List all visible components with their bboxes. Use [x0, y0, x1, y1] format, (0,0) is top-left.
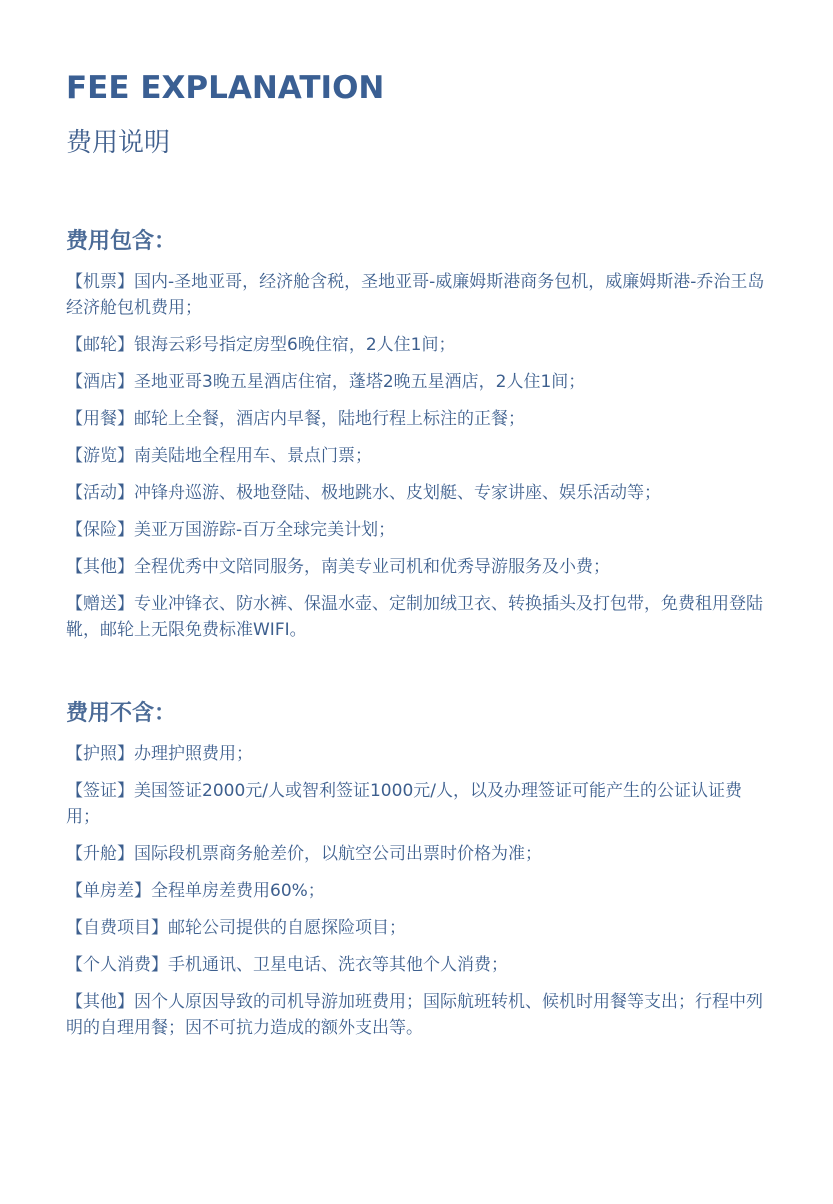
fees-included-heading: 费用包含： — [66, 229, 177, 254]
fee-item-tag: 【酒店】 — [66, 372, 134, 392]
fee-item — [66, 269, 766, 321]
fee-item — [66, 443, 766, 469]
fee-item-text: 银海云彩号指定房型6晚住宿，2人住1间； — [134, 335, 456, 355]
fee-item-tag: 【保险】 — [66, 520, 134, 540]
fee-item — [66, 741, 766, 767]
fee-item-tag: 【自费项目】 — [66, 918, 168, 938]
fee-item — [66, 517, 766, 543]
fee-item-text: 办理护照费用； — [134, 744, 253, 764]
fee-item-tag: 【邮轮】 — [66, 335, 134, 355]
fee-item-tag: 【机票】 — [66, 272, 134, 292]
fees-included-list — [66, 269, 766, 643]
fee-item-tag: 【个人消费】 — [66, 955, 168, 975]
fees-excluded-heading: 费用不含： — [66, 701, 177, 726]
fee-item — [66, 915, 766, 941]
fees-included-section — [66, 224, 766, 654]
fee-item-text: 南美陆地全程用车、景点门票； — [134, 446, 372, 466]
fee-item-tag: 【护照】 — [66, 744, 134, 764]
fee-item-text: 圣地亚哥3晚五星酒店住宿，蓬塔2晚五星酒店，2人住1间； — [134, 372, 586, 392]
fee-item — [66, 989, 766, 1041]
fee-item-text: 因个人原因导致的司机导游加班费用；国际航班转机、候机时用餐等支出；行程中列明的自理用餐；因不可抗力造成的额外支出等。 — [66, 992, 763, 1038]
fee-item-tag: 【赠送】 — [66, 594, 134, 614]
fee-item-tag: 【其他】 — [66, 992, 134, 1012]
fee-item-text: 手机通讯、卫星电话、洗衣等其他个人消费； — [168, 955, 508, 975]
fee-item-tag: 【游览】 — [66, 446, 134, 466]
fee-item-text: 专业冲锋衣、防水裤、保温水壶、定制加绒卫衣、转换插头及打包带，免费租用登陆靴，邮轮上无限免费标准WIFI。 — [66, 594, 763, 640]
fee-item — [66, 778, 766, 830]
fee-item-text: 美国签证2000元/人或智利签证1000元/人，以及办理签证可能产生的公证认证费用； — [66, 781, 742, 827]
fee-item-text: 全程优秀中文陪同服务，南美专业司机和优秀导游服务及小费； — [134, 557, 610, 577]
fee-item — [66, 841, 766, 867]
fee-item — [66, 591, 766, 643]
fee-item-text: 邮轮公司提供的自愿探险项目； — [168, 918, 406, 938]
fee-item-tag: 【活动】 — [66, 483, 134, 503]
fee-item-text: 冲锋舟巡游、极地登陆、极地跳水、皮划艇、专家讲座、娱乐活动等； — [134, 483, 661, 503]
page-title-cn: 费用说明 — [66, 128, 171, 158]
page-title-en: FEE EXPLANATION — [66, 70, 385, 106]
fee-item — [66, 554, 766, 580]
fee-item-tag: 【升舱】 — [66, 844, 134, 864]
fee-item-tag: 【单房差】 — [66, 881, 151, 901]
fee-item-tag: 【签证】 — [66, 781, 134, 801]
fee-item — [66, 952, 766, 978]
fee-item — [66, 480, 766, 506]
fee-item-text: 国际段机票商务舱差价，以航空公司出票时价格为准； — [134, 844, 542, 864]
fee-item-text: 美亚万国游踪-百万全球完美计划； — [134, 520, 396, 540]
fee-item-text: 全程单房差费用60%； — [151, 881, 325, 901]
fees-excluded-section — [66, 696, 766, 1052]
fee-item-tag: 【用餐】 — [66, 409, 134, 429]
fee-item — [66, 878, 766, 904]
fee-item-text: 国内-圣地亚哥，经济舱含税，圣地亚哥-威廉姆斯港商务包机，威廉姆斯港-乔治王岛经济舱包机费用； — [66, 272, 765, 318]
fee-item — [66, 369, 766, 395]
fee-item — [66, 332, 766, 358]
fees-excluded-list — [66, 741, 766, 1041]
fee-item-tag: 【其他】 — [66, 557, 134, 577]
fee-item — [66, 406, 766, 432]
fee-item-text: 邮轮上全餐，酒店内早餐，陆地行程上标注的正餐； — [134, 409, 525, 429]
